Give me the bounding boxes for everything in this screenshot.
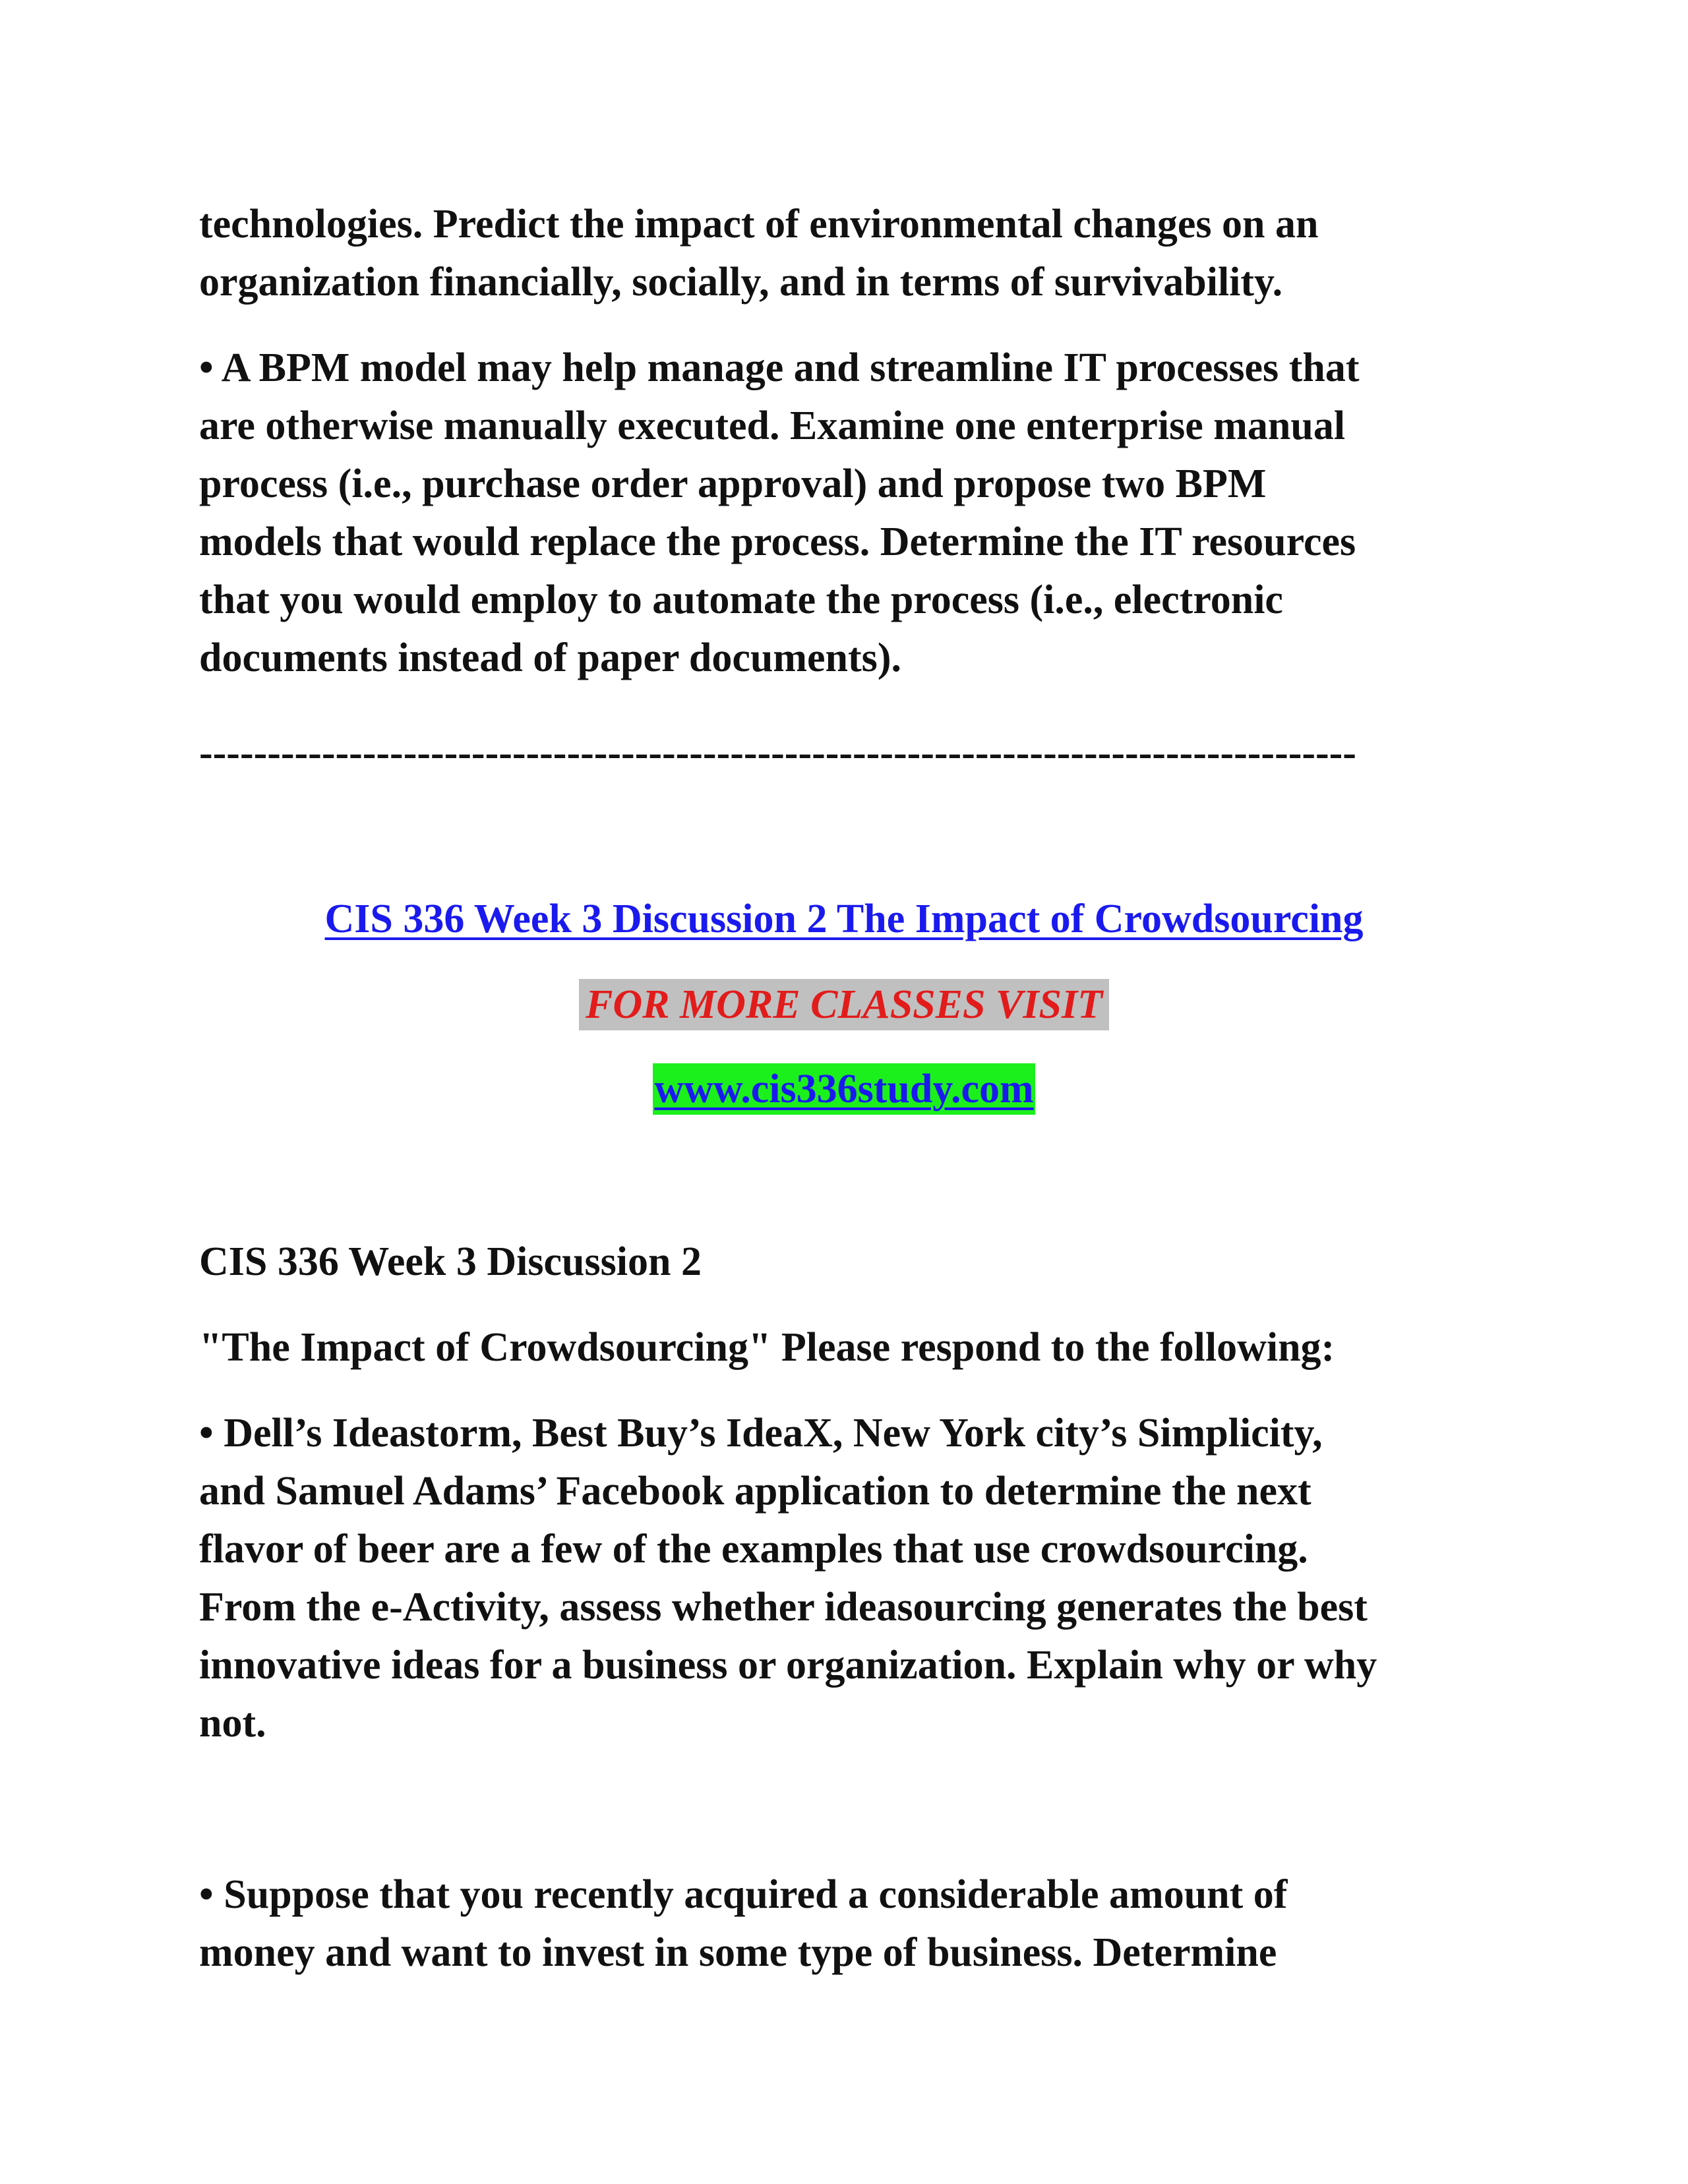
visit-banner: FOR MORE CLASSES VISIT	[579, 979, 1109, 1030]
bpm-line: documents instead of paper documents).	[199, 635, 901, 680]
investment-line: money and want to invest in some type of business. Determine	[199, 1930, 1277, 1975]
bpm-paragraph	[199, 339, 1518, 687]
crowdsourcing-line: innovative ideas for a business or organization. Explain why or why	[199, 1643, 1377, 1688]
bpm-line: are otherwise manually executed. Examine one enterprise manual	[199, 403, 1346, 448]
bpm-line: models that would replace the process. Determine the IT resources	[199, 519, 1356, 564]
intro-line: technologies. Predict the impact of environmental changes on an	[199, 202, 1319, 247]
bpm-line: process (i.e., purchase order approval) and propose two BPM	[199, 461, 1267, 506]
crowdsourcing-paragraph	[199, 1404, 1518, 1752]
intro-paragraph	[199, 195, 1518, 311]
site-link-row	[0, 1060, 1688, 1118]
visit-banner-row	[0, 976, 1688, 1034]
bpm-line: • A BPM model may help manage and streamline IT processes that	[199, 345, 1360, 390]
site-link[interactable]: www.cis336study.com	[653, 1063, 1035, 1115]
prompt-line	[199, 1318, 1518, 1376]
investment-paragraph	[199, 1866, 1518, 1982]
crowdsourcing-line: • Dell’s Ideastorm, Best Buy’s IdeaX, New York city’s Simplicity,	[199, 1411, 1323, 1456]
crowdsourcing-line: From the e-Activity, assess whether ideasourcing generates the best	[199, 1585, 1368, 1630]
investment-line: • Suppose that you recently acquired a considerable amount of	[199, 1872, 1288, 1917]
title-link-row	[0, 890, 1688, 948]
title-link[interactable]: CIS 336 Week 3 Discussion 2 The Impact of Crowdsourcing	[324, 897, 1364, 941]
section-heading	[199, 1233, 1518, 1291]
dashed-separator: -------------------------------------------------------------------------------------	[199, 730, 1356, 775]
crowdsourcing-line: not.	[199, 1701, 266, 1746]
intro-line: organization financially, socially, and in terms of survivability.	[199, 260, 1283, 305]
section-heading-text: CIS 336 Week 3 Discussion 2	[199, 1239, 702, 1284]
bpm-line: that you would employ to automate the process (i.e., electronic	[199, 577, 1283, 622]
crowdsourcing-line: flavor of beer are a few of the examples that use crowdsourcing.	[199, 1527, 1308, 1572]
crowdsourcing-line: and Samuel Adams’ Facebook application to determine the next	[199, 1469, 1311, 1514]
prompt-line-text: "The Impact of Crowdsourcing" Please respond to the following:	[199, 1325, 1335, 1370]
